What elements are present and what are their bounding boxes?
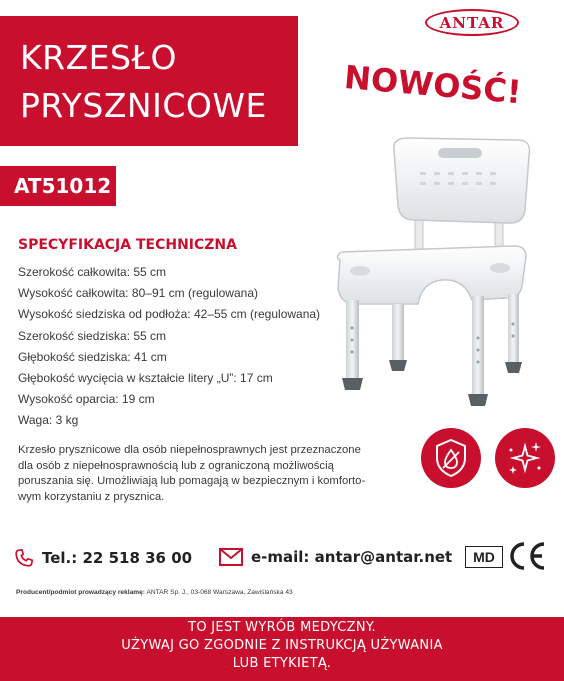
shower-chair-image — [322, 128, 532, 418]
sparkle-clean-icon — [495, 428, 555, 488]
phone-contact[interactable] — [14, 548, 192, 568]
antar-logo — [425, 9, 519, 36]
spec-item: Wysokość oparcia: 19 cm — [18, 392, 155, 407]
title-banner — [0, 16, 298, 146]
product-description — [18, 443, 418, 505]
water-protection-icon — [421, 428, 481, 488]
footer-line-3: LUB ETYKIETĄ. — [232, 656, 332, 671]
spec-item: Szerokość całkowita: 55 cm — [18, 265, 167, 279]
new-badge: NOWOŚĆ! — [342, 58, 523, 112]
footer-line-1: TO JEST WYRÓB MEDYCZNY. — [188, 620, 376, 635]
specs-heading: SPECYFIKACJA TECHNICZNA — [18, 237, 237, 253]
footer-line-2: UŻYWAJ GO ZGODNIE Z INSTRUKCJĄ UŻYWANIA — [121, 638, 443, 653]
medical-device-footer — [0, 617, 564, 681]
logo-text: ANTAR — [439, 13, 505, 32]
spec-item: Głębokość wycięcia w kształcie litery „U”: 17 cm — [18, 370, 273, 385]
description-line: Krzesło prysznicowe dla osób niepełnosprawnych jest przeznaczone — [18, 444, 361, 456]
product-code-banner — [0, 166, 116, 206]
spec-item: Wysokość całkowita: 80–91 cm (regulowana) — [18, 286, 258, 301]
description-line: dla osób z niepełnosprawnością lub z ograniczoną możliwością — [18, 459, 334, 472]
phone-icon — [14, 548, 34, 568]
spec-item: Waga: 3 kg — [18, 413, 79, 428]
description-line: poruszania się. Umożliwiają lub pomagają w bezpiecznym i komforto- — [18, 475, 366, 487]
specs-list — [18, 262, 320, 432]
email-address: e-mail: antar@antar.net — [251, 548, 453, 566]
producer-label: Producent/podmiot prowadzący reklamę: — [16, 589, 145, 596]
envelope-icon — [219, 548, 243, 566]
email-contact[interactable] — [219, 548, 452, 566]
product-code: AT51012 — [14, 174, 112, 198]
producer-info — [16, 589, 293, 596]
description-line: wym korzystaniu z prysznica. — [18, 490, 165, 503]
ce-mark-icon — [507, 540, 549, 572]
phone-number: Tel.: 22 518 36 00 — [42, 549, 193, 567]
title-line-1: KRZESŁO — [20, 38, 177, 77]
spec-item: Głębokość siedziska: 41 cm — [18, 349, 167, 364]
producer-value: ANTAR Sp. J., 03-068 Warszawa, Zawiślańska 43 — [144, 589, 293, 596]
spec-item: Wysokość siedziska od podłoża: 42–55 cm (regulowana) — [18, 307, 321, 322]
spec-item: Szerokość siedziska: 55 cm — [18, 328, 167, 343]
title-line-2: PRYSZNICOWE — [20, 86, 267, 125]
md-mark: MD — [465, 546, 503, 568]
